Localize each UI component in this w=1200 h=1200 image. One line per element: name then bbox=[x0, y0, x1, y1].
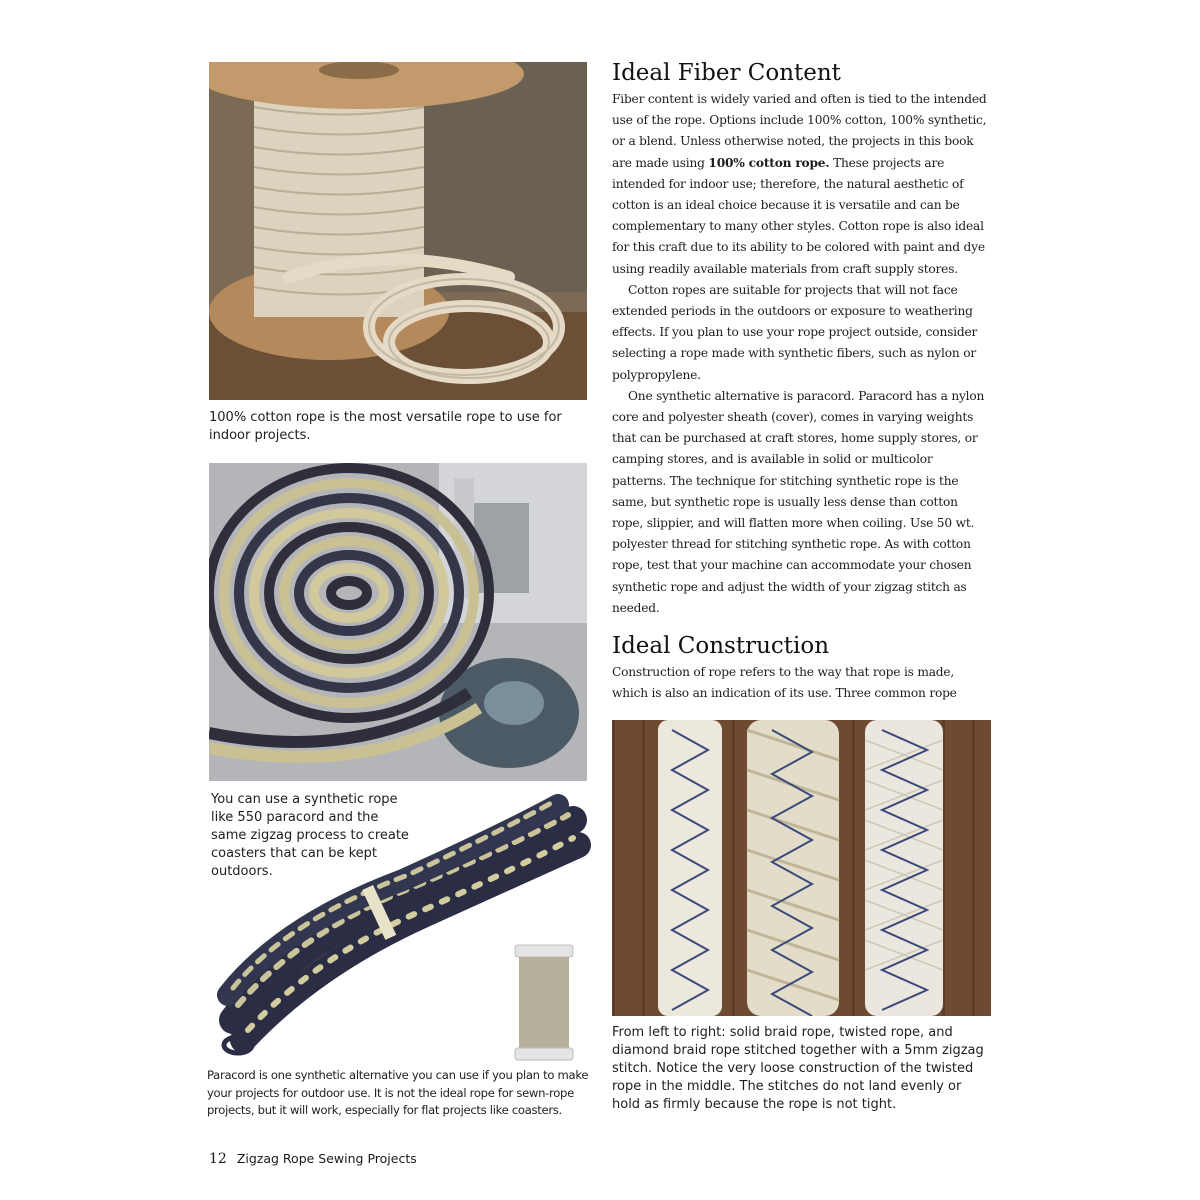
fiber-content-heading: Ideal Fiber Content bbox=[612, 60, 841, 86]
rope-types-photo bbox=[612, 720, 991, 1016]
book-title: Zigzag Rope Sewing Projects bbox=[236, 1151, 417, 1166]
paracord-coaster-illustration bbox=[209, 463, 587, 781]
fiber-paragraph-2: Cotton ropes are suitable for projects that will not face extended periods in the outdoors or exposure to weathering effects. If you plan to use your rope project outside, consider selecting a rope made with synthetic fibers, such as nylon or polypropylene. bbox=[612, 282, 978, 382]
construction-paragraph-1: Construction of rope refers to the way that rope is made, which is also an indication of its use. Three common rope bbox=[612, 665, 957, 701]
fiber-paragraph-1 bbox=[612, 89, 990, 280]
rope-types-illustration bbox=[612, 720, 991, 1016]
fiber-paragraph-1-start: Fiber content is widely varied and often is tied to the intended use of the rope. Options include 100% cotton, 100% synthetic, or a blend. Unless otherwise noted, the projects in this book are made using bbox=[612, 92, 987, 170]
fiber-content-body bbox=[612, 89, 990, 619]
rope-types-caption: From left to right: solid braid rope, twisted rope, and diamond braid rope stitched together with a 5mm zigzag stitch. Notice the very loose construction of the twisted rope in the middle. The stitches do not land evenly or hold as firmly because the rope is not tight. bbox=[612, 1025, 984, 1112]
page-footer bbox=[209, 1151, 417, 1167]
cotton-rope-spool-photo bbox=[209, 62, 587, 400]
fiber-paragraph-1-end: These projects are intended for indoor use; therefore, the natural aesthetic of cotton is an ideal choice because it is versatile and can be complementary to many other styles. Cotton rope is also ideal for this craft due to its ability to be colored with paint and dye using readily available materials from craft supply stores. bbox=[612, 155, 985, 276]
cotton-rope-spool-illustration bbox=[209, 62, 587, 400]
page-number: 12 bbox=[209, 1151, 227, 1167]
paracord-photo-caption: Paracord is one synthetic alternative you can use if you plan to make your projects for outdoor use. It is not the ideal rope for sewn-rope projects, but it will work, especially for flat projects like coasters. bbox=[207, 1068, 589, 1117]
spool-photo-caption: 100% cotton rope is the most versatile rope to use for indoor projects. bbox=[209, 410, 562, 443]
coaster-photo-caption: You can use a synthetic rope like 550 paracord and the same zigzag process to create coasters that can be kept outdoors. bbox=[211, 792, 409, 879]
paracord-bundle-image bbox=[213, 790, 591, 1065]
construction-body bbox=[612, 662, 990, 704]
fiber-paragraph-3: One synthetic alternative is paracord. Paracord has a nylon core and polyester sheath (cover), comes in varying weights that can be purchased at craft stores, home supply stores, or camping stores, and is available in solid or multicolor patterns. The technique for stitching synthetic rope is the same, but synthetic rope is usually less dense than cotton rope, slippier, and will flatten more when coiling. Use 50 wt. polyester thread for stitching synthetic rope. As with cotton rope, test that your machine can accommodate your chosen synthetic rope and adjust the width of your zigzag stitch as needed. bbox=[612, 388, 985, 615]
paracord-bundle-illustration bbox=[213, 790, 591, 1065]
paracord-coaster-photo bbox=[209, 463, 587, 781]
construction-heading: Ideal Construction bbox=[612, 633, 830, 659]
cotton-rope-emphasis: 100% cotton rope. bbox=[708, 155, 830, 170]
